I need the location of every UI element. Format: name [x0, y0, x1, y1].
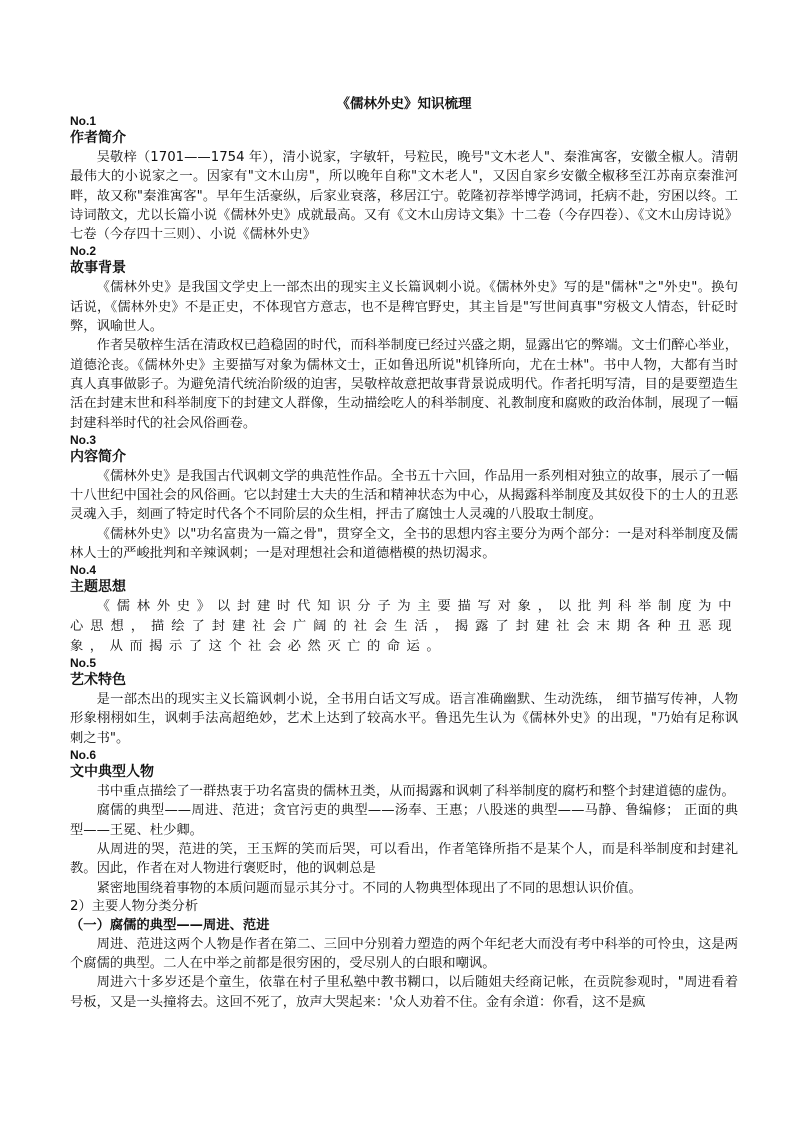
paragraph: 周进六十多岁还是个童生，依靠在村子里私塾中教书糊口，以后随姐夫经商记帐，在贡院参观时，"周进看着号板，又是一头撞将去。这回不死了，放声大哭起来：'众人劝着不住。金有余道：你看，这不是疯 — [70, 975, 738, 1010]
subsection-label: 2）主要人物分类分析 — [70, 898, 199, 914]
paragraph: 从周进的哭，范进的笑，王玉辉的笑而后哭，可以看出，作者笔锋所指不是某个人，而是科举制度和封建礼教。因此，作者在对人物进行褒贬时，他的讽刺总是 — [70, 841, 738, 877]
paragraph: 书中重点描绘了一群热衷于功名富贵的儒林丑类，从而揭露和讽刺了科举制度的腐朽和整个封建道德的虚伪。 — [96, 784, 735, 800]
section-heading: 文中典型人物 — [70, 764, 154, 781]
section-art — [70, 656, 738, 748]
paragraph: 是一部杰出的现实主义长篇讽刺小说，全书用白话文写成。语言准确幽默、生动洗练， 细节描写传神，人物形象栩栩如生，讽刺手法高超绝妙，艺术上达到了较高水平。鲁迅先生认为《儒林外史》的出现，"乃始有足称讽刺之书"。 — [70, 692, 738, 746]
section-number: No.2 — [70, 244, 97, 259]
paragraph: 《儒林外史》是我国文学史上一部杰出的现实主义长篇讽刺小说。《儒林外史》写的是"儒林"之"外史"。换句话说，《儒林外史》不是正史，不体现官方意志，也不是稗官野史，其主旨是"写世间真事"穷极文人情态，针砭时弊，讽喻世人。 — [70, 280, 738, 335]
section-characters — [70, 748, 738, 898]
section-author — [70, 114, 738, 244]
subsection-heading: （一）腐儒的典型——周进、范进 — [70, 917, 270, 933]
paragraph: 紧密地围绕着事物的本质问题而显示其分寸。不同的人物典型体现出了不同的思想认识价值。 — [96, 880, 642, 896]
document-page — [70, 94, 738, 1012]
section-number: No.5 — [70, 656, 97, 671]
section-background — [70, 244, 738, 432]
subsection-analysis — [70, 898, 738, 1012]
paragraph: 《儒林外史》以封建时代知识分子为主要描写对象，以批判科举制度为中心思想，描绘了封建社会广阔的社会生活，揭露了封建社会末期各种丑恶现象，从而揭示了这个社会必然灭亡的命运。 — [70, 599, 738, 654]
section-heading: 艺术特色 — [70, 672, 126, 689]
paragraph: 《儒林外史》是我国古代讽刺文学的典范性作品。全书五十六回，作品用一系列相对独立的故事，展示了一幅十八世纪中国社会的风俗画。它以封建士大夫的生活和精神状态为中心，从揭露科举制度及其奴役下的士人的丑恶灵魂入手，刻画了特定时代各个不同阶层的众生相，抨击了腐蚀士人灵魂的八股取士制度。 — [70, 468, 738, 523]
paragraph: 周进、范进这两个人物是作者在第二、三回中分别着力塑造的两个年纪老大而没有考中科举的可怜虫，这是两个腐儒的典型。二人在中举之前都是很穷困的，受尽别人的白眼和嘲讽。 — [70, 936, 738, 972]
paragraph: 作者吴敬梓生活在清政权已趋稳固的时代，而科举制度已经过兴盛之期，显露出它的弊端。文士们醉心举业，道德沦丧。《儒林外史》主要描写对象为儒林文士，正如鲁迅所说"机锋所向，尤在士林"。书中人物，大都有当时真人真事做影子。为避免清代统治阶级的迫害，吴敬梓故意把故事背景说成明代。作者托明写清，目的是要塑造生活在封建末世和科举制度下的封建文人群像，生动描绘吃人的科举制度、礼教制度和腐败的政治体制，展现了一幅封建科举时代的社会风俗画卷。 — [70, 338, 738, 431]
section-heading: 内容简介 — [70, 448, 126, 465]
section-summary — [70, 433, 738, 563]
paragraph: 吴敬梓（1701——1754 年），清小说家，字敏轩，号粒民，晚号"文木老人"、秦淮寓客，安徽全椒人。清朝最伟大的小说家之一。因家有"文木山房"，所以晚年自称"文木老人"，又因自家乡安徽全椒移至江苏南京秦淮河畔，故又称"秦淮寓客"。早年生活豪纵，后家业衰落，移居江宁。乾隆初荐举博学鸿词，托病不赴，穷困以终。工诗词散文，尤以长篇小说《儒林外史》成就最高。又有《文木山房诗文集》十二卷（今存四卷）、《文木山房诗说》七卷（今存四十三则）、小说《儒林外史》 — [70, 150, 738, 243]
paragraph: 《儒林外史》以"功名富贵为一篇之骨"，贯穿全文，全书的思想内容主要分为两个部分：一是对科举制度及儒林人士的严峻批判和辛辣讽刺；一是对理想社会和道德楷模的热切渴求。 — [70, 526, 738, 562]
section-number: No.1 — [70, 114, 97, 128]
section-number: No.3 — [70, 432, 97, 447]
section-heading: 主题思想 — [70, 579, 126, 596]
section-heading: 作者简介 — [70, 130, 126, 146]
section-theme — [70, 563, 738, 656]
section-number: No.6 — [70, 748, 97, 763]
section-number: No.4 — [70, 563, 97, 578]
paragraph: 腐儒的典型——周进、范进；贪官污吏的典型——汤奉、王惠；八股迷的典型——马静、鲁编修； 正面的典型——王冕、杜少卿。 — [70, 803, 738, 838]
section-heading: 故事背景 — [70, 260, 126, 277]
page-title: 《儒林外史》知识梳理 — [336, 96, 472, 112]
